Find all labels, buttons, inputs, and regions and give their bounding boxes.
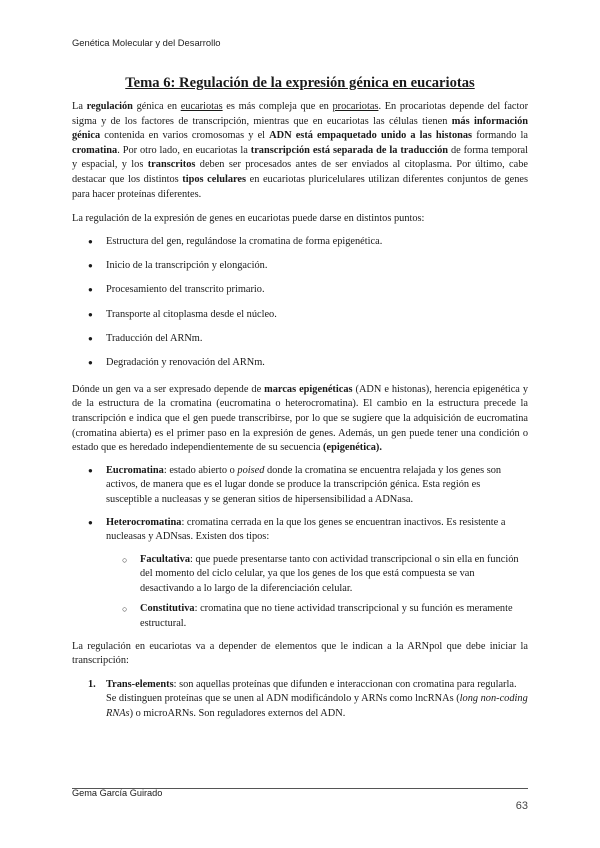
bold-term: transcritos bbox=[147, 159, 196, 171]
text-run: : cromatina cerrada en la que los genes se encuentran inactivos. Es resistente a nucleasas y ADNsas. Existen dos tipos: bbox=[106, 516, 506, 543]
text-run: : estado abierto o bbox=[163, 464, 238, 476]
text-run: La bbox=[72, 101, 87, 112]
points-intro: La regulación de la expresión de genes en eucariotas puede darse en distintos puntos: bbox=[72, 213, 425, 225]
expression-paragraph bbox=[72, 383, 528, 456]
bold-term: Heterocromatina bbox=[106, 516, 182, 528]
text-run: ) o microARNs. Son reguladores externos del ADN. bbox=[129, 708, 346, 720]
list-item: ● Transporte al citoplasma desde el núcleo. bbox=[72, 308, 528, 323]
text-run: . En procariotas depende del factor sigma y de los factores de transcripción, mientras que en eucariotas las células tienen bbox=[72, 101, 529, 127]
list-item-trans-elements bbox=[72, 678, 528, 722]
bold-term: más información génica bbox=[72, 115, 528, 142]
regulation-points-list bbox=[72, 235, 528, 371]
list-item: ● Procesamiento del transcrito primario. bbox=[72, 283, 528, 298]
intro-paragraph bbox=[72, 100, 528, 202]
bold-term: Facultativa bbox=[140, 553, 190, 565]
list-item-eucromatina bbox=[72, 464, 528, 508]
text-run: . Por otro lado, en eucariotas la bbox=[117, 144, 251, 156]
bold-term: tipos celulares bbox=[182, 173, 247, 185]
regulation-intro: La regulación en eucariotas va a depender de elementos que le indican a la ARNpol que debe iniciar la transcripción: bbox=[72, 640, 528, 667]
text-run: de forma temporal y espacial, y los bbox=[72, 144, 528, 171]
bold-term: marcas epigenéticas bbox=[264, 383, 353, 395]
text-run: donde la cromatina se encuentra relajada y los genes son activos, de manera que es el lugar donde se produce la transcripción génica. Esta región es susceptible a nucleasas y se generan sitios de hipersensibilidad a ADNasa. bbox=[106, 464, 502, 505]
list-item-heterocromatina bbox=[72, 516, 528, 632]
underlined-term: procariotas bbox=[332, 101, 379, 112]
regulatory-elements-list bbox=[72, 678, 528, 722]
underlined-term: eucariotas bbox=[180, 101, 223, 112]
list-number: 1. bbox=[88, 678, 96, 690]
bold-term: regulación bbox=[86, 101, 133, 112]
footer-author: Gema García Guirado bbox=[72, 788, 163, 798]
list-item: ● Traducción del ARNm. bbox=[72, 332, 528, 347]
text-run: es más compleja que en bbox=[222, 101, 333, 112]
list-item-constitutiva bbox=[106, 602, 528, 631]
chromatin-types-list bbox=[72, 464, 528, 632]
document-body bbox=[72, 100, 528, 722]
bold-term: (epigenética). bbox=[323, 442, 382, 454]
bold-term: Eucromatina bbox=[106, 464, 164, 476]
text-run: : son aquellas proteínas que difunden e interaccionan con cromatina para regularla. Se distinguen proteínas que se unen al ADN modificándolo y ARNs como lncRNAs ( bbox=[106, 678, 517, 705]
list-item: ● Degradación y renovación del ARNm. bbox=[72, 356, 528, 371]
list-item: ● Estructura del gen, regulándose la cromatina de forma epigenética. bbox=[72, 235, 528, 250]
italic-term: poised bbox=[237, 464, 265, 476]
page-title: Tema 6: Regulación de la expresión génica en eucariotas bbox=[125, 75, 475, 91]
heterochromatin-types-list bbox=[106, 553, 528, 632]
bold-term: cromatina bbox=[72, 144, 118, 156]
list-item-facultativa bbox=[106, 553, 528, 597]
bold-term: ADN está empaquetado unido a las histonas bbox=[269, 130, 473, 142]
text-run: : cromatina que no tiene actividad transcripcional y su función es meramente estructural. bbox=[140, 603, 513, 630]
text-run: génica en bbox=[132, 101, 181, 112]
text-run: contenida en varios cromosomas y el bbox=[100, 130, 270, 142]
bold-term: transcripción está separada de la traducción bbox=[250, 144, 449, 156]
running-header: Genética Molecular y del Desarrollo bbox=[72, 37, 221, 48]
bold-term: Trans-elements bbox=[106, 678, 174, 690]
list-item: ● Inicio de la transcripción y elongación. bbox=[72, 259, 528, 274]
text-run: deben ser procesados antes de ser enviados al citoplasma. Por último, cabe destacar que los distintos bbox=[72, 159, 528, 185]
text-run: en eucariotas pluricelulares utilizan diferentes conjuntos de genes para hacer proteínas diferentes. bbox=[72, 173, 528, 200]
italic-term: long non-coding RNAs bbox=[106, 693, 528, 720]
text-run: (ADN e histonas), herencia epigenética y de la estructura de la cromatina (eucromatina o heterocromatina). El cambio en la estructura precede la transcripción e indica que el gen puede transcribirse, por lo que se sugiere que la adquisición de eucromatina (cromatina abierta) es el primer paso en la expresión de genes. Además, un gen puede tener una condición o estado que es heredado independientemente de su secuencia bbox=[72, 383, 529, 454]
bold-term: Constitutiva bbox=[140, 603, 195, 615]
page-number: 63 bbox=[515, 800, 528, 812]
text-run: formando la bbox=[472, 130, 528, 142]
text-run: Dónde un gen va a ser expresado depende de bbox=[72, 383, 265, 395]
text-run: : que puede presentarse tanto con actividad transcripcional o sin ella en función del momento del ciclo celular, ya que los genes de los que está compuesta se van desactivando a lo largo de la diferenciación celular. bbox=[140, 553, 519, 594]
